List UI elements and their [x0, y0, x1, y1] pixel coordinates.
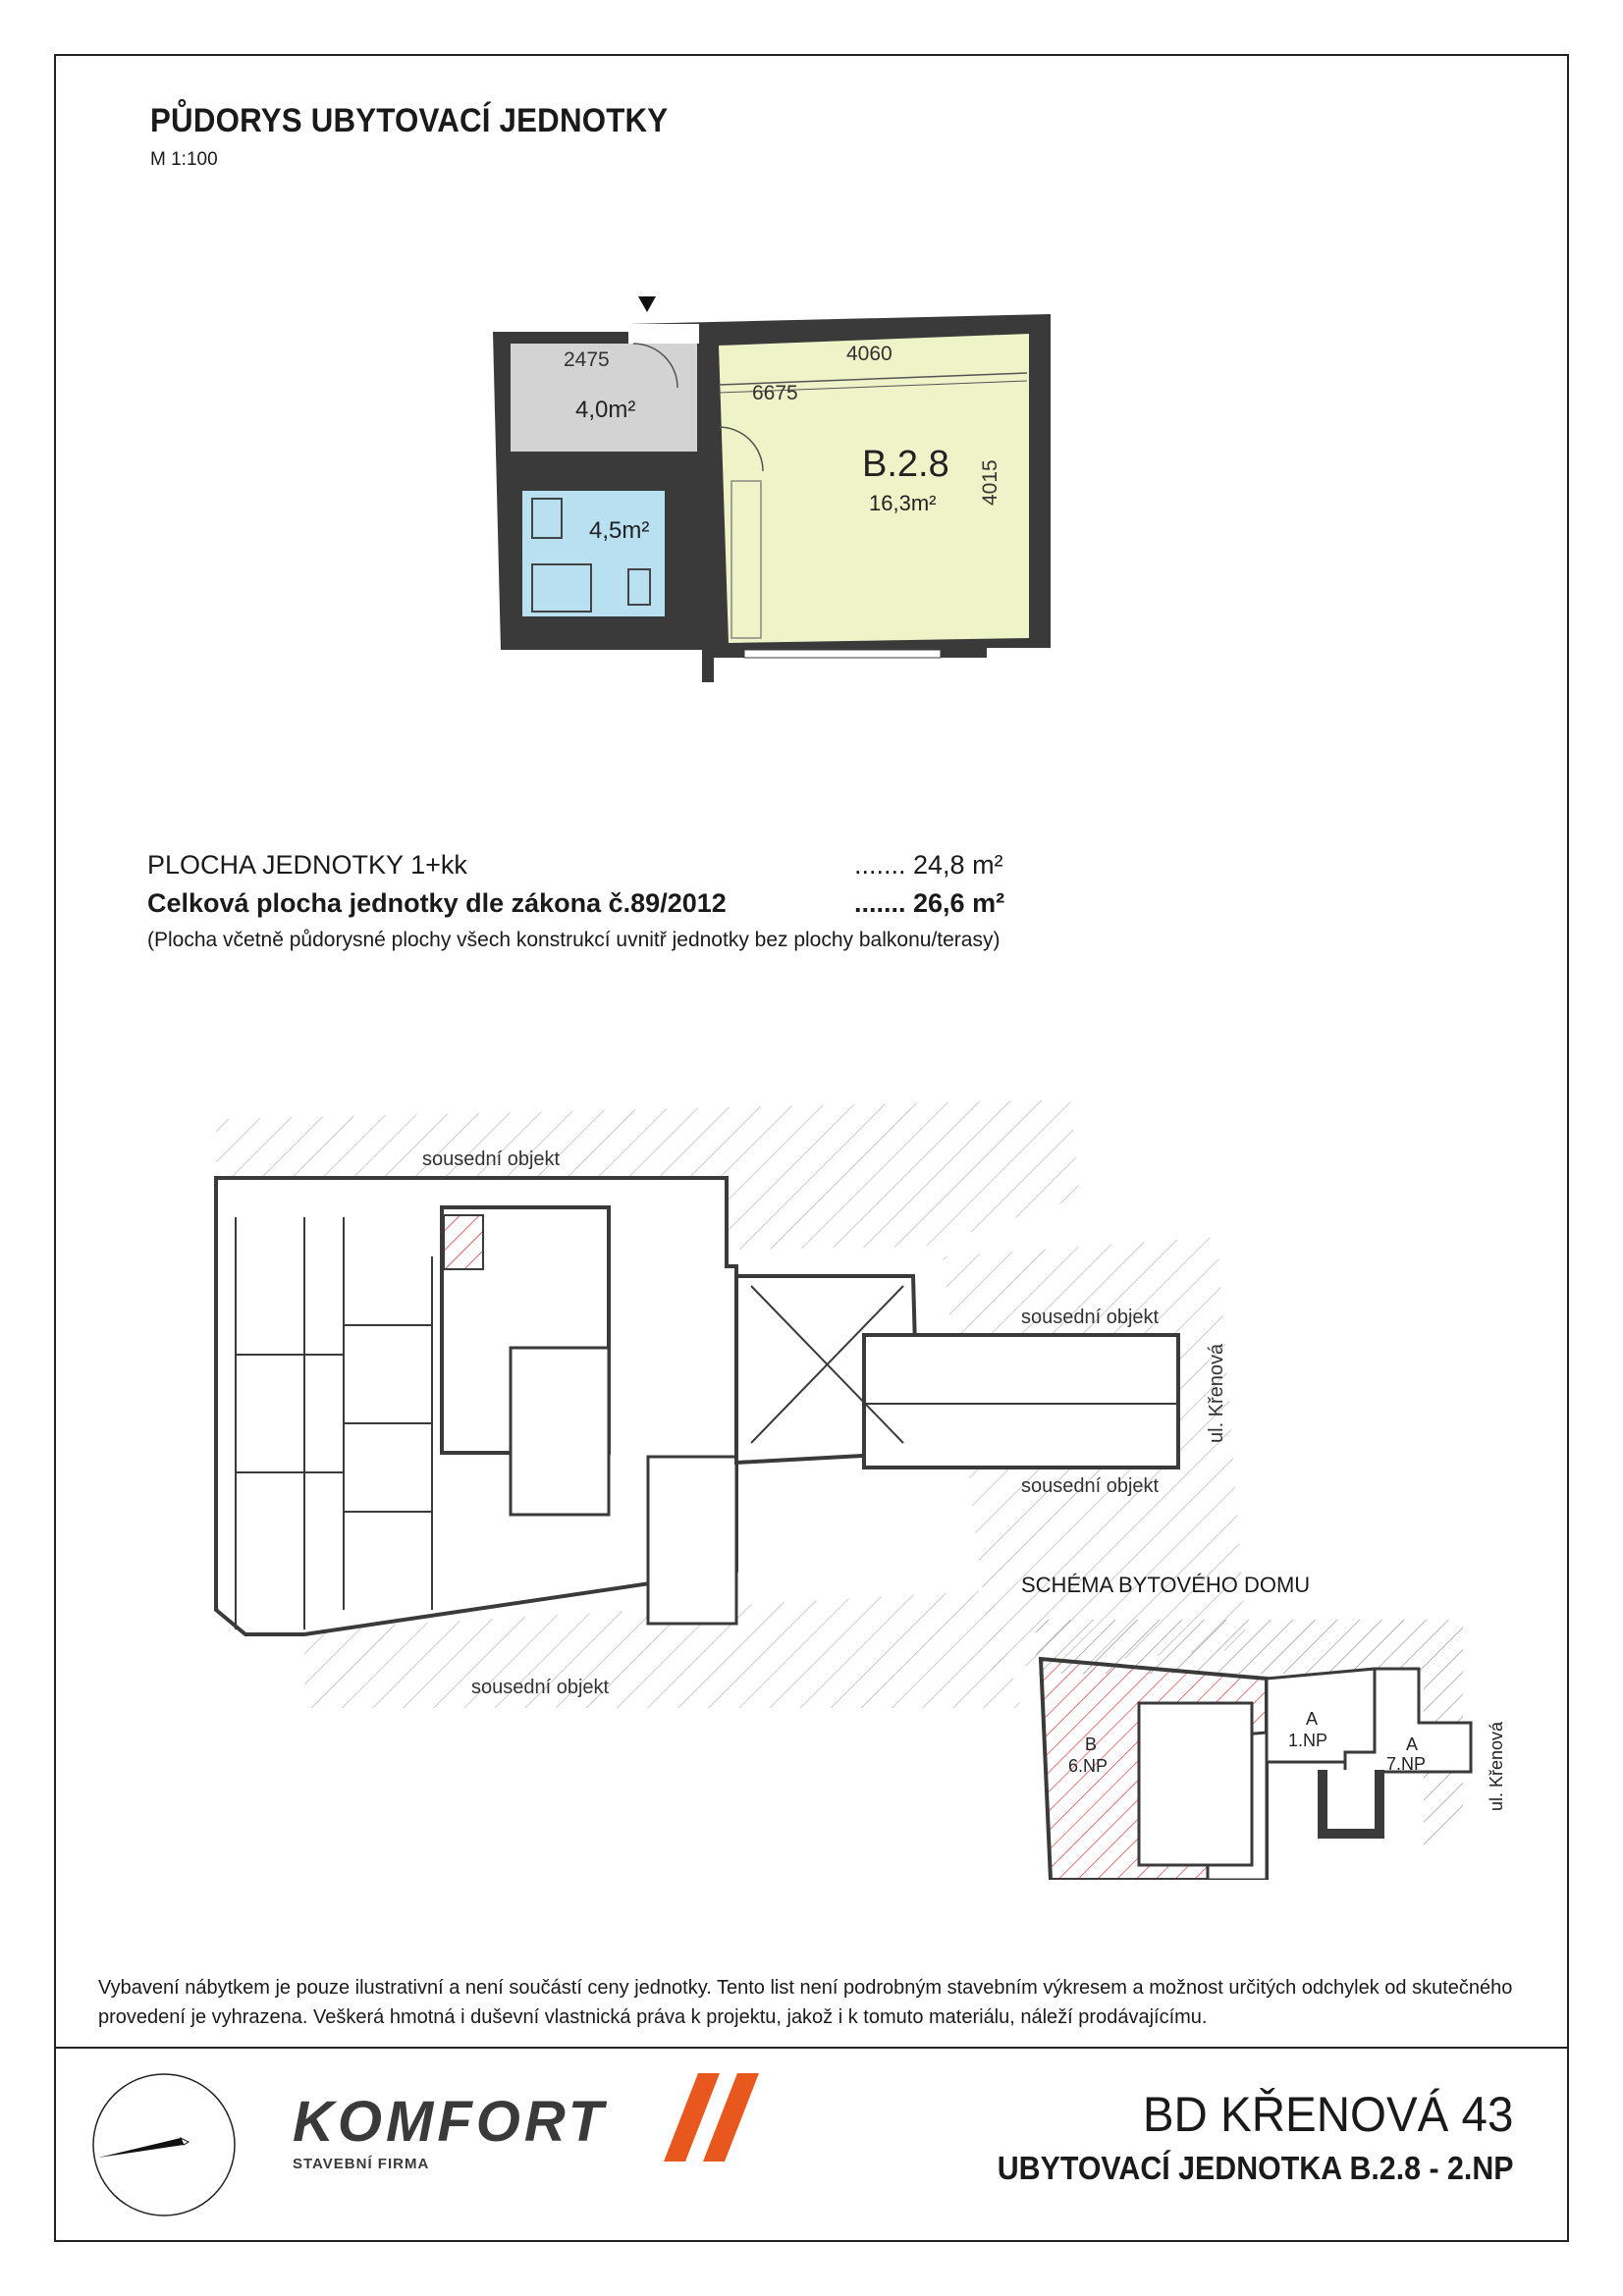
- hall-area: 4,0m²: [575, 397, 636, 423]
- unit-floor-plan: [481, 285, 1090, 697]
- dim-room-width: 4060: [846, 343, 893, 365]
- scale-label: M 1:100: [150, 149, 218, 170]
- schema-a7-floor: 7.NP: [1386, 1754, 1427, 1774]
- bathroom: [522, 491, 665, 616]
- dim-room-depth: 4015: [979, 459, 1001, 506]
- schema-a1-label: A: [1306, 1709, 1319, 1729]
- highlighted-unit: [444, 1215, 483, 1269]
- site-street: ul. Křenová: [1206, 1343, 1227, 1443]
- page-title: PŮDORYS UBYTOVACÍ JEDNOTKY: [150, 102, 669, 139]
- unit-label: B.2.8: [862, 444, 949, 485]
- schema-street: ul. Křenová: [1487, 1721, 1506, 1811]
- site-neighbor-right-top: sousední objekt: [1021, 1307, 1160, 1328]
- footer-divider: [54, 2047, 1569, 2049]
- schema-a7-label: A: [1406, 1735, 1419, 1754]
- logo-subtitle: STAVEBNÍ FIRMA: [293, 2156, 430, 2172]
- bath-area: 4,5m²: [589, 517, 650, 544]
- area-row-label: PLOCHA JEDNOTKY 1+kk: [147, 850, 467, 880]
- schema-title: SCHÉMA BYTOVÉHO DOMU: [1021, 1573, 1311, 1597]
- dim-total: 6675: [752, 382, 798, 404]
- site-neighbor-right-bottom: sousední objekt: [1021, 1475, 1160, 1497]
- inner-wall: [697, 344, 719, 638]
- schema-b-floor: 6.NP: [1068, 1756, 1109, 1776]
- area-note: (Plocha včetně půdorysné plochy všech konstrukcí uvnitř jednotky bez plochy balkonu/terasy): [147, 929, 1001, 951]
- disclaimer: Vybavení nábytkem je pouze ilustrativní a není součástí ceny jednotky. Tento list není podrobným stavebním výkresem a možnost určitých odchylek od skutečného provedení je vyhrazena. Veškerá hmotná i duševní vlastnická práva k projektu, jakož i k tomuto materiálu, náleží prodávajícímu.: [98, 1977, 1513, 2028]
- north-arrow-icon: [90, 2071, 238, 2218]
- schema-a1-floor: 1.NP: [1288, 1731, 1328, 1750]
- schema-b-label: B: [1085, 1735, 1098, 1754]
- area-row-value: ....... 24,8 m²: [854, 850, 1003, 880]
- logo-text: KOMFORT: [293, 2090, 608, 2154]
- entrance-opening: [628, 324, 699, 344]
- dim-hall: 2475: [564, 348, 610, 371]
- wing-a: [864, 1335, 1178, 1468]
- site-neighbor-bottom: sousední objekt: [471, 1677, 610, 1698]
- schema-courtyard: [1139, 1703, 1252, 1865]
- logo-stripes-icon: [664, 2073, 774, 2162]
- project-name: BD KŘENOVÁ 43: [1142, 2087, 1513, 2142]
- building-schema: [1031, 1615, 1551, 1880]
- unit-name: UBYTOVACÍ JEDNOTKA B.2.8 - 2.NP: [997, 2150, 1513, 2186]
- partition-wall: [511, 452, 697, 486]
- site-neighbor-top: sousední objekt: [422, 1148, 561, 1170]
- legal-area-value: ....... 26,6 m²: [854, 888, 1005, 918]
- legal-area-label: Celková plocha jednotky dle zákona č.89/2012: [147, 888, 727, 918]
- entrance-arrow: [638, 296, 656, 312]
- unit-area: 16,3m²: [869, 491, 937, 515]
- window: [744, 650, 941, 658]
